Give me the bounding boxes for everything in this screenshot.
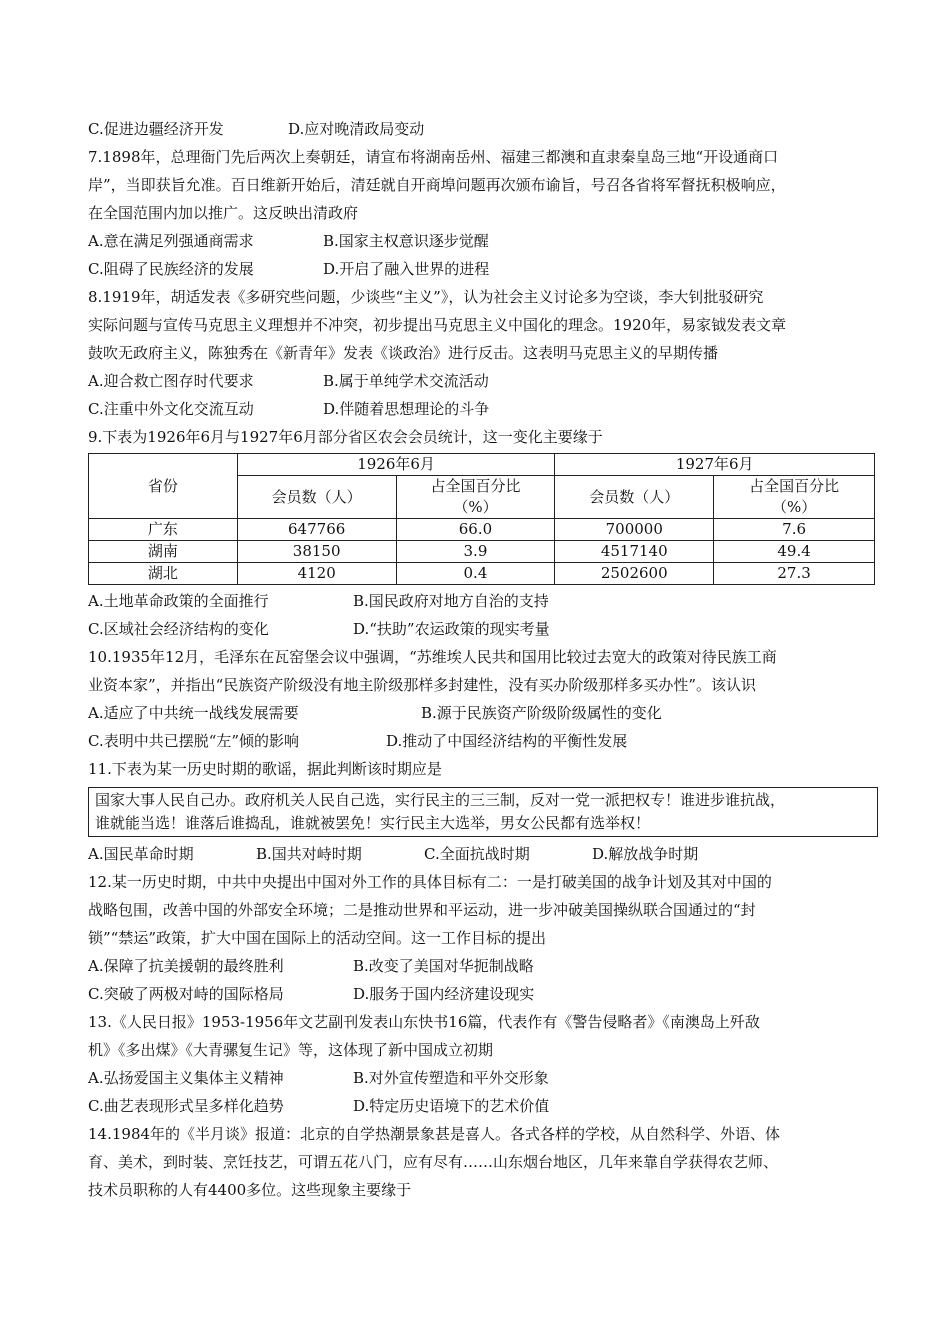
table-row bbox=[89, 519, 875, 541]
q8-option-c[interactable]: C.注重中外文化交流互动 bbox=[88, 400, 254, 418]
q8-stem-line-2: 实际问题与宣传马克思主义理想并不冲突，初步提出马克思主义中国化的理念。1920年，易家钺发表文章 bbox=[88, 316, 787, 334]
q9-cell-m2: 2502600 bbox=[555, 563, 714, 585]
q9-cell-m1: 4120 bbox=[237, 563, 396, 585]
q13-stem-line-2: 机》《多出煤》《大青骡复生记》等，这体现了新中国成立初期 bbox=[88, 1041, 494, 1059]
q9-cell-p1: 0.4 bbox=[396, 563, 555, 585]
q9-header-pct-2-line1: 占全国百分比 bbox=[749, 477, 840, 495]
q13-options-cd bbox=[88, 1092, 878, 1120]
q9-header-pct-1-line1: 占全国百分比 bbox=[430, 477, 521, 495]
q13-stem-line-1: 13.《人民日报》1953-1956年文艺副刊发表山东快书16篇，代表作有《警告侵略者》《南澳岛上歼敌 bbox=[88, 1013, 760, 1031]
q13-option-a[interactable]: A.弘扬爱国主义集体主义精神 bbox=[88, 1069, 284, 1087]
q9-option-d[interactable]: D.“扶助”农运政策的现实考量 bbox=[353, 620, 550, 638]
q9-header-province: 省份 bbox=[89, 454, 238, 519]
q7-option-c[interactable]: C.阻碍了民族经济的发展 bbox=[88, 260, 254, 278]
q9-cell-m2: 4517140 bbox=[555, 541, 714, 563]
q13-option-c[interactable]: C.曲艺表现形式呈多样化趋势 bbox=[88, 1097, 284, 1115]
q14-stem-line-2: 育、美术，到时装、烹饪技艺，可谓五花八门，应有尽有……山东烟台地区，几年来靠自学获得农艺师、 bbox=[88, 1153, 779, 1171]
q12-option-b[interactable]: B.改变了美国对华扼制战略 bbox=[353, 957, 534, 975]
q11-option-c[interactable]: C.全面抗战时期 bbox=[424, 845, 530, 863]
q9-header-pct-1 bbox=[396, 476, 555, 519]
q9-header-members-1: 会员数（人） bbox=[237, 476, 396, 519]
q9-header-pct-2 bbox=[714, 476, 875, 519]
q8-stem-line-1: 8.1919年，胡适发表《多研究些问题，少谈些“主义”》，认为社会主义讨论多为空谈，李大钊批驳研究 bbox=[88, 288, 764, 306]
q7-options-ab bbox=[88, 227, 878, 255]
q11-ballad-line-1: 国家大事人民自己办。政府机关人民自己选，实行民主的三三制，反对一党一派把权专！谁进步谁抗战， bbox=[95, 791, 786, 809]
q7-options-cd bbox=[88, 255, 878, 283]
q14-stem-line-3: 技术员职称的人有4400多位。这些现象主要缘于 bbox=[88, 1181, 412, 1199]
q9-header-members-2: 会员数（人） bbox=[555, 476, 714, 519]
q7-stem-line-2: 岸”，当即获旨允准。百日维新开始后，清廷就自开商埠问题再次颁布谕旨，号召各省将军督抚积极响应， bbox=[88, 176, 786, 194]
q9-option-c[interactable]: C.区域社会经济结构的变化 bbox=[88, 620, 269, 638]
q9-cell-m1: 38150 bbox=[237, 541, 396, 563]
q6-option-c[interactable]: C.促进边疆经济开发 bbox=[88, 120, 224, 138]
q6-options-cd bbox=[88, 115, 878, 143]
q6-option-d[interactable]: D.应对晚清政局变动 bbox=[288, 120, 425, 138]
q10-option-d[interactable]: D.推动了中国经济结构的平衡性发展 bbox=[386, 732, 628, 750]
q8-options-cd bbox=[88, 395, 878, 423]
q13-option-b[interactable]: B.对外宣传塑造和平外交形象 bbox=[353, 1069, 549, 1087]
q9-cell-p2: 49.4 bbox=[714, 541, 875, 563]
q12-stem-line-1: 12.某一历史时期，中共中央提出中国对外工作的具体目标有二：一是打破美国的战争计划及其对中国的 bbox=[88, 873, 772, 891]
q11-stem: 11.下表为某一历史时期的歌谣，据此判断该时期应是 bbox=[88, 760, 442, 778]
exam-page bbox=[88, 115, 878, 1204]
q9-header-year1: 1926年6月 bbox=[237, 454, 555, 476]
q9-cell-p1: 3.9 bbox=[396, 541, 555, 563]
q9-header-pct-1-line2: （%） bbox=[453, 498, 498, 516]
q9-stem: 9.下表为1926年6月与1927年6月部分省区农会会员统计，这一变化主要缘于 bbox=[88, 428, 603, 446]
q8-stem-line-3: 鼓吹无政府主义，陈独秀在《新青年》发表《谈政治》进行反击。这表明马克思主义的早期传播 bbox=[88, 344, 719, 362]
q9-cell-province: 广东 bbox=[89, 519, 238, 541]
q9-header-pct-2-line2: （%） bbox=[771, 498, 817, 516]
q14-stem-line-1: 14.1984年的《半月谈》报道：北京的自学热潮景象甚是喜人。各式各样的学校，从自然科学、外语、体 bbox=[88, 1125, 781, 1143]
q10-option-a[interactable]: A.适应了中共统一战线发展需要 bbox=[88, 704, 299, 722]
q8-option-b[interactable]: B.属于单纯学术交流活动 bbox=[323, 372, 489, 390]
q11-ballad-line-2: 谁就能当选！谁落后谁捣乱，谁就被罢免！实行民主大选举，男女公民都有选举权！ bbox=[95, 814, 651, 832]
q10-stem-line-1: 10.1935年12月，毛泽东在瓦窑堡会议中强调，“苏维埃人民共和国用比较过去宽大的政策对待民族工商 bbox=[88, 648, 777, 666]
q11-ballad-box bbox=[88, 787, 878, 837]
q11-option-b[interactable]: B.国共对峙时期 bbox=[256, 845, 362, 863]
table-row bbox=[89, 541, 875, 563]
q12-stem-line-2: 战略包围，改善中国的外部安全环境；二是推动世界和平运动，进一步冲破美国操纵联合国通过的“封 bbox=[88, 901, 756, 919]
q9-cell-m1: 647766 bbox=[237, 519, 396, 541]
q11-option-a[interactable]: A.国民革命时期 bbox=[88, 845, 194, 863]
q11-option-d[interactable]: D.解放战争时期 bbox=[592, 845, 699, 863]
q9-header-year2: 1927年6月 bbox=[555, 454, 875, 476]
q7-stem-line-3: 在全国范围内加以推广。这反映出清政府 bbox=[88, 204, 359, 222]
q10-options-ab bbox=[88, 699, 878, 727]
q9-cell-p2: 7.6 bbox=[714, 519, 875, 541]
q9-options-cd bbox=[88, 615, 878, 643]
q12-stem-line-3: 锁”“禁运”政策，扩大中国在国际上的活动空间。这一工作目标的提出 bbox=[88, 929, 547, 947]
q13-options-ab bbox=[88, 1064, 878, 1092]
q12-option-d[interactable]: D.服务于国内经济建设现实 bbox=[353, 985, 535, 1003]
q9-options-ab bbox=[88, 587, 878, 615]
q7-option-b[interactable]: B.国家主权意识逐步觉醒 bbox=[323, 232, 489, 250]
q8-options-ab bbox=[88, 367, 878, 395]
q9-cell-province: 湖南 bbox=[89, 541, 238, 563]
q8-option-d[interactable]: D.伴随着思想理论的斗争 bbox=[323, 400, 490, 418]
q9-cell-province: 湖北 bbox=[89, 563, 238, 585]
q10-stem-line-2: 业资本家”，并指出“民族资产阶级没有地主阶级那样多封建性，没有买办阶级那样多买办性”。该认识 bbox=[88, 676, 757, 694]
q10-option-c[interactable]: C.表明中共已摆脱“左”倾的影响 bbox=[88, 732, 300, 750]
q8-option-a[interactable]: A.迎合救亡图存时代要求 bbox=[88, 372, 254, 390]
q7-option-a[interactable]: A.意在满足列强通商需求 bbox=[88, 232, 254, 250]
q9-option-b[interactable]: B.国民政府对地方自治的支持 bbox=[353, 592, 549, 610]
q10-options-cd bbox=[88, 727, 878, 755]
q9-cell-p2: 27.3 bbox=[714, 563, 875, 585]
q11-options bbox=[88, 840, 878, 868]
q12-options-ab bbox=[88, 952, 878, 980]
q9-table bbox=[88, 453, 875, 585]
q13-option-d[interactable]: D.特定历史语境下的艺术价值 bbox=[353, 1097, 550, 1115]
q7-option-d[interactable]: D.开启了融入世界的进程 bbox=[323, 260, 490, 278]
q9-option-a[interactable]: A.土地革命政策的全面推行 bbox=[88, 592, 269, 610]
q12-option-a[interactable]: A.保障了抗美援朝的最终胜利 bbox=[88, 957, 284, 975]
q7-stem-line-1: 7.1898年，总理衙门先后两次上奏朝廷，请宣布将湖南岳州、福建三都澳和直隶秦皇岛三地“开设通商口 bbox=[88, 148, 779, 166]
q12-options-cd bbox=[88, 980, 878, 1008]
table-row bbox=[89, 563, 875, 585]
q9-cell-p1: 66.0 bbox=[396, 519, 555, 541]
q10-option-b[interactable]: B.源于民族资产阶级阶级属性的变化 bbox=[421, 704, 662, 722]
q12-option-c[interactable]: C.突破了两极对峙的国际格局 bbox=[88, 985, 284, 1003]
q9-cell-m2: 700000 bbox=[555, 519, 714, 541]
